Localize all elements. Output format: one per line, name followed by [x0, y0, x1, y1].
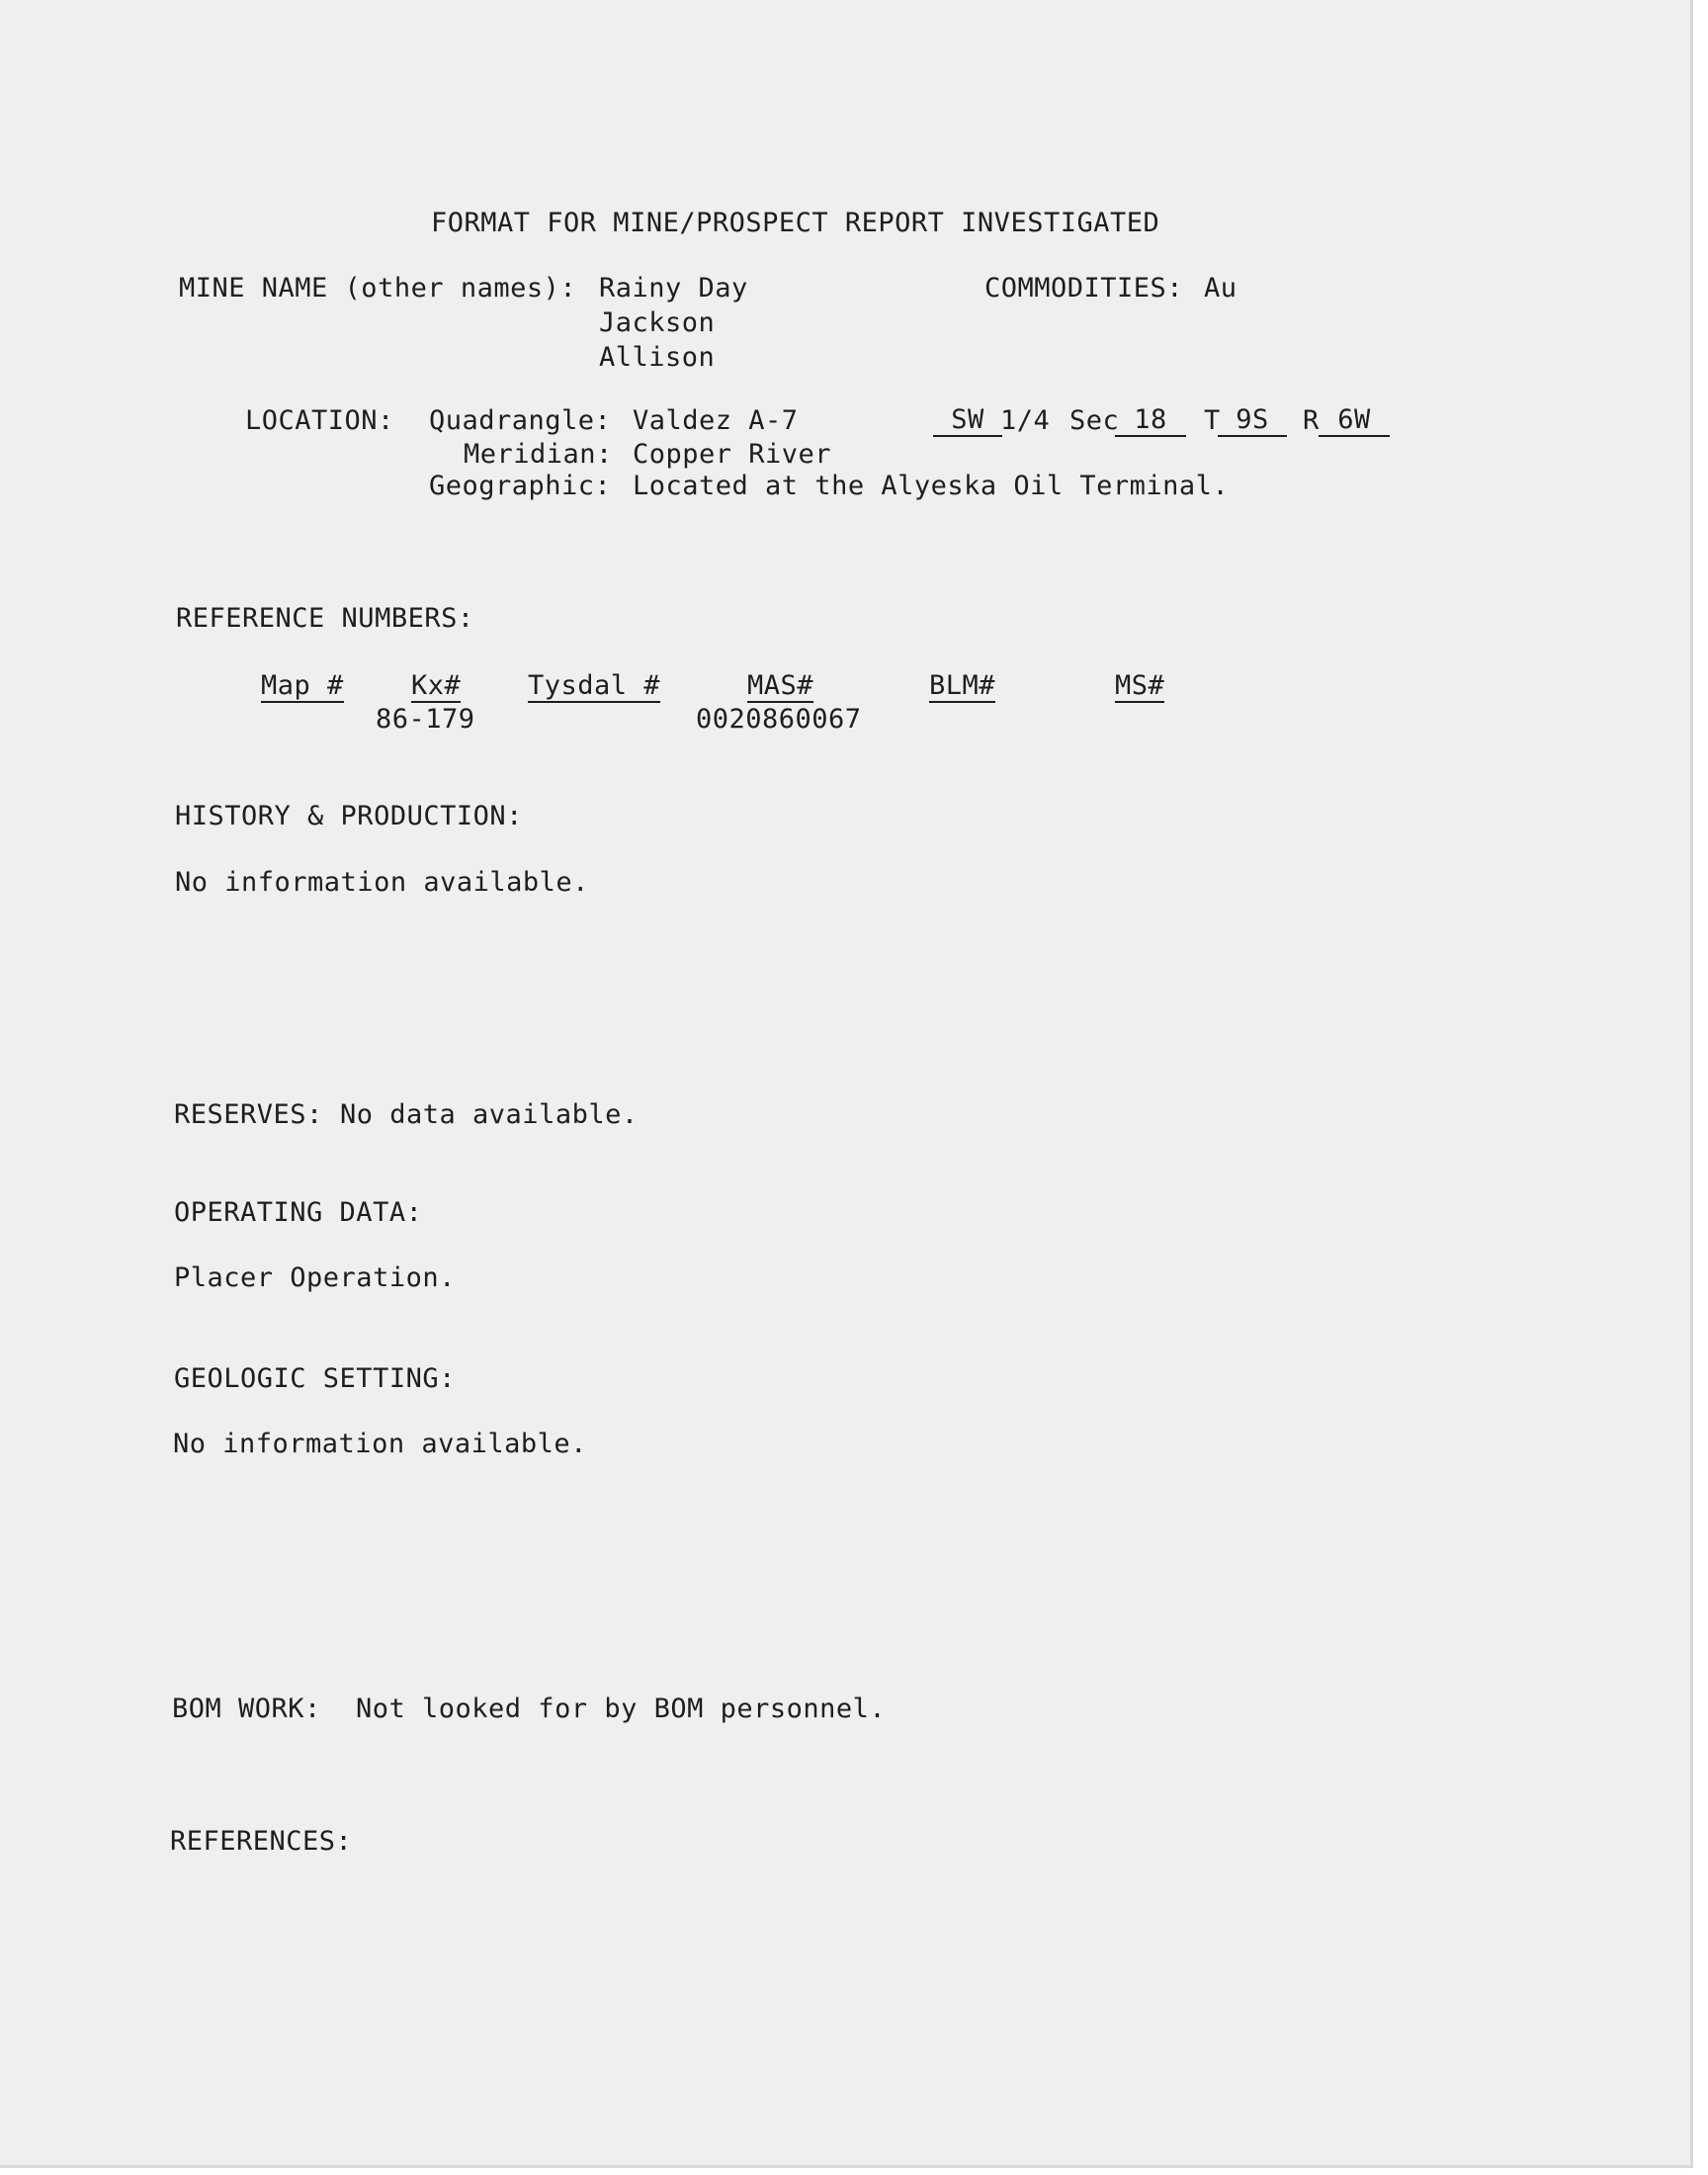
range-label: R	[1303, 405, 1320, 436]
reserves-text: No data available.	[340, 1099, 639, 1130]
commodities-label: COMMODITIES:	[984, 273, 1184, 304]
ref-header-kx: Kx#	[411, 670, 462, 701]
meridian-value: Copper River	[633, 439, 832, 470]
geographic-label: Geographic:	[429, 471, 612, 501]
reference-numbers-label: REFERENCE NUMBERS:	[176, 603, 474, 634]
reserves-label: RESERVES:	[174, 1099, 323, 1130]
ref-header-mas: MAS#	[747, 670, 814, 701]
history-production-label: HISTORY & PRODUCTION:	[175, 801, 523, 831]
quadrangle-label: Quadrangle:	[429, 405, 612, 436]
ref-header-map: Map #	[261, 670, 344, 701]
quadrangle-value: Valdez A-7	[633, 405, 799, 436]
ref-value-mas: 0020860067	[696, 704, 862, 735]
commodities-value: Au	[1204, 273, 1238, 304]
ref-header-blm: BLM#	[929, 670, 996, 701]
ref-value-kx: 86-179	[376, 704, 475, 735]
bom-work-label: BOM WORK:	[172, 1694, 321, 1724]
ref-header-ms: MS#	[1115, 670, 1165, 701]
township-field: 9S	[1218, 405, 1287, 437]
mine-name-primary: Rainy Day	[599, 273, 748, 304]
quarter-section-field: SW	[933, 405, 1002, 437]
section-field: 18	[1115, 405, 1186, 437]
township-label: T	[1204, 405, 1221, 436]
geologic-setting-text: No information available.	[173, 1429, 587, 1459]
mine-name-alt-2: Allison	[599, 342, 716, 373]
location-label: LOCATION:	[245, 405, 394, 436]
geologic-setting-label: GEOLOGIC SETTING:	[174, 1363, 456, 1394]
ref-header-tysdal: Tysdal #	[528, 670, 661, 701]
mine-name-alt-1: Jackson	[599, 307, 716, 338]
mine-name-label: MINE NAME (other names):	[179, 273, 577, 304]
document-title: FORMAT FOR MINE/PROSPECT REPORT INVESTIGATED	[431, 208, 1160, 238]
operating-data-label: OPERATING DATA:	[174, 1197, 423, 1228]
history-production-text: No information available.	[175, 867, 589, 898]
section-label: Sec	[1069, 405, 1120, 436]
range-field: 6W	[1319, 405, 1390, 437]
geographic-value: Located at the Alyeska Oil Terminal.	[633, 471, 1230, 501]
bom-work-text: Not looked for by BOM personnel.	[356, 1694, 887, 1724]
meridian-label: Meridian:	[464, 439, 613, 470]
quarter-suffix: 1/4	[1000, 405, 1051, 436]
operating-data-text: Placer Operation.	[174, 1262, 456, 1293]
references-label: REFERENCES:	[170, 1826, 353, 1857]
